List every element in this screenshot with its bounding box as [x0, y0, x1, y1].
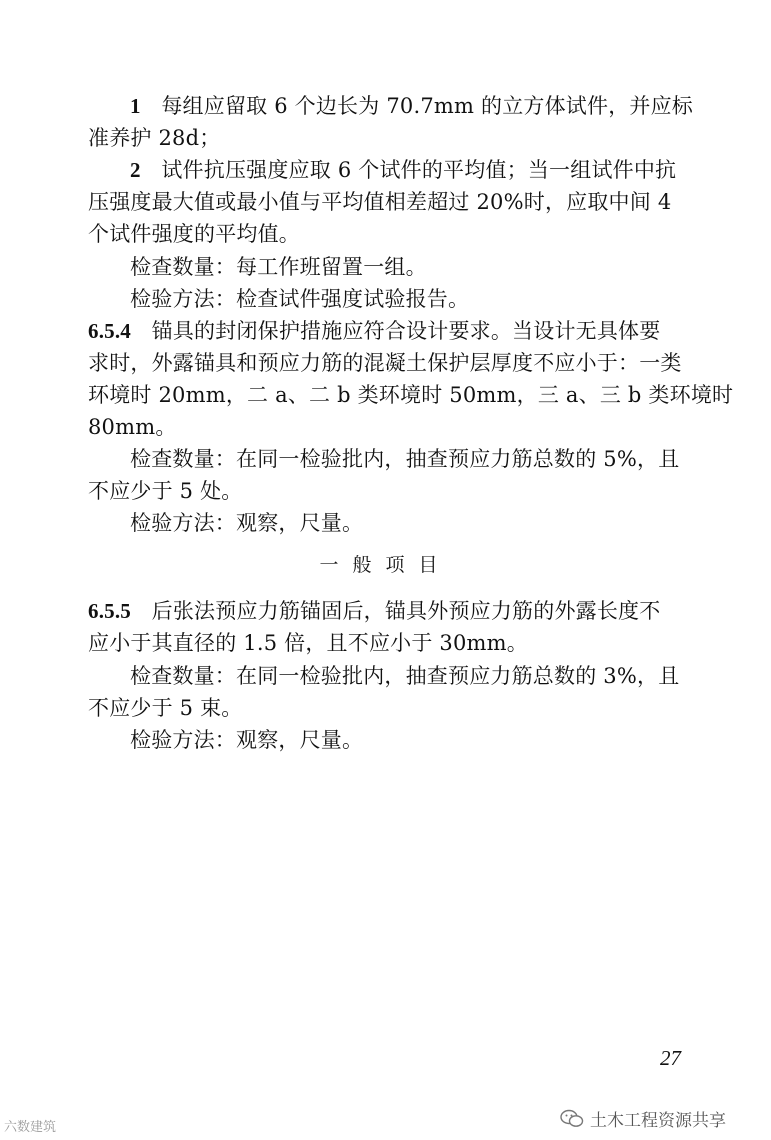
clause-1-text: 每组应留取 6 个边长为 70.7mm 的立方体试件，并应标 — [161, 94, 693, 118]
section-6-5-4-line-1 — [88, 316, 660, 346]
clause-1-line-2: 准养护 28d； — [88, 126, 221, 150]
section-6-5-5-line-2: 应小于其直径的 1.5 倍，且不应小于 30mm。 — [88, 631, 528, 655]
wechat-icon — [560, 1109, 584, 1129]
clause-2-line-2: 压强度最大值或最小值与平均值相差超过 20%时，应取中间 4 — [88, 190, 672, 214]
watermark-left-text: 六数建筑 — [4, 1120, 57, 1135]
check-quantity-3-line-1: 检查数量：在同一检验批内，抽查预应力筋总数的 3%，且 — [130, 664, 680, 688]
section-6-5-4-line-2: 求时，外露锚具和预应力筋的混凝土保护层厚度不应小于：一类 — [88, 351, 682, 375]
check-quantity-2-line-2: 不应少于 5 处。 — [88, 479, 243, 503]
check-method-3: 检验方法：观察，尺量。 — [130, 728, 364, 752]
general-items-heading: 一般项目 — [319, 554, 452, 576]
section-6-5-5-number: 6.5.5 — [88, 599, 131, 623]
watermark-left — [4, 1116, 56, 1135]
clause-2-text: 试件抗压强度应取 6 个试件的平均值；当一组试件中抗 — [161, 158, 677, 182]
section-6-5-4-line-4: 80mm。 — [88, 415, 177, 439]
clause-1-number: 1 — [130, 94, 141, 118]
check-method-1: 检验方法：检查试件强度试验报告。 — [130, 287, 470, 311]
section-6-5-4-text: 锚具的封闭保护措施应符合设计要求。当设计无具体要 — [151, 319, 661, 343]
clause-2-line-3: 个试件强度的平均值。 — [88, 222, 300, 246]
section-6-5-5-text: 后张法预应力筋锚固后，锚具外预应力筋的外露长度不 — [151, 599, 661, 623]
clause-2-number: 2 — [130, 158, 141, 182]
check-quantity-1: 检查数量：每工作班留置一组。 — [130, 255, 427, 279]
check-method-2: 检验方法：观察，尺量。 — [130, 511, 364, 535]
watermark-right-text: 土木工程资源共享 — [590, 1111, 726, 1131]
section-6-5-5-line-1 — [88, 596, 660, 626]
section-6-5-4-number: 6.5.4 — [88, 319, 131, 343]
section-6-5-4-line-3: 环境时 20mm，二 a、二 b 类环境时 50mm，三 a、三 b 类环境时 — [88, 383, 734, 407]
page-number: 27 — [660, 1046, 681, 1070]
clause-2-line-1 — [130, 155, 676, 185]
check-quantity-2-line-1: 检查数量：在同一检验批内，抽查预应力筋总数的 5%，且 — [130, 447, 680, 471]
clause-1-line-1 — [130, 91, 693, 121]
watermark-right — [560, 1106, 726, 1131]
check-quantity-3-line-2: 不应少于 5 束。 — [88, 696, 243, 720]
